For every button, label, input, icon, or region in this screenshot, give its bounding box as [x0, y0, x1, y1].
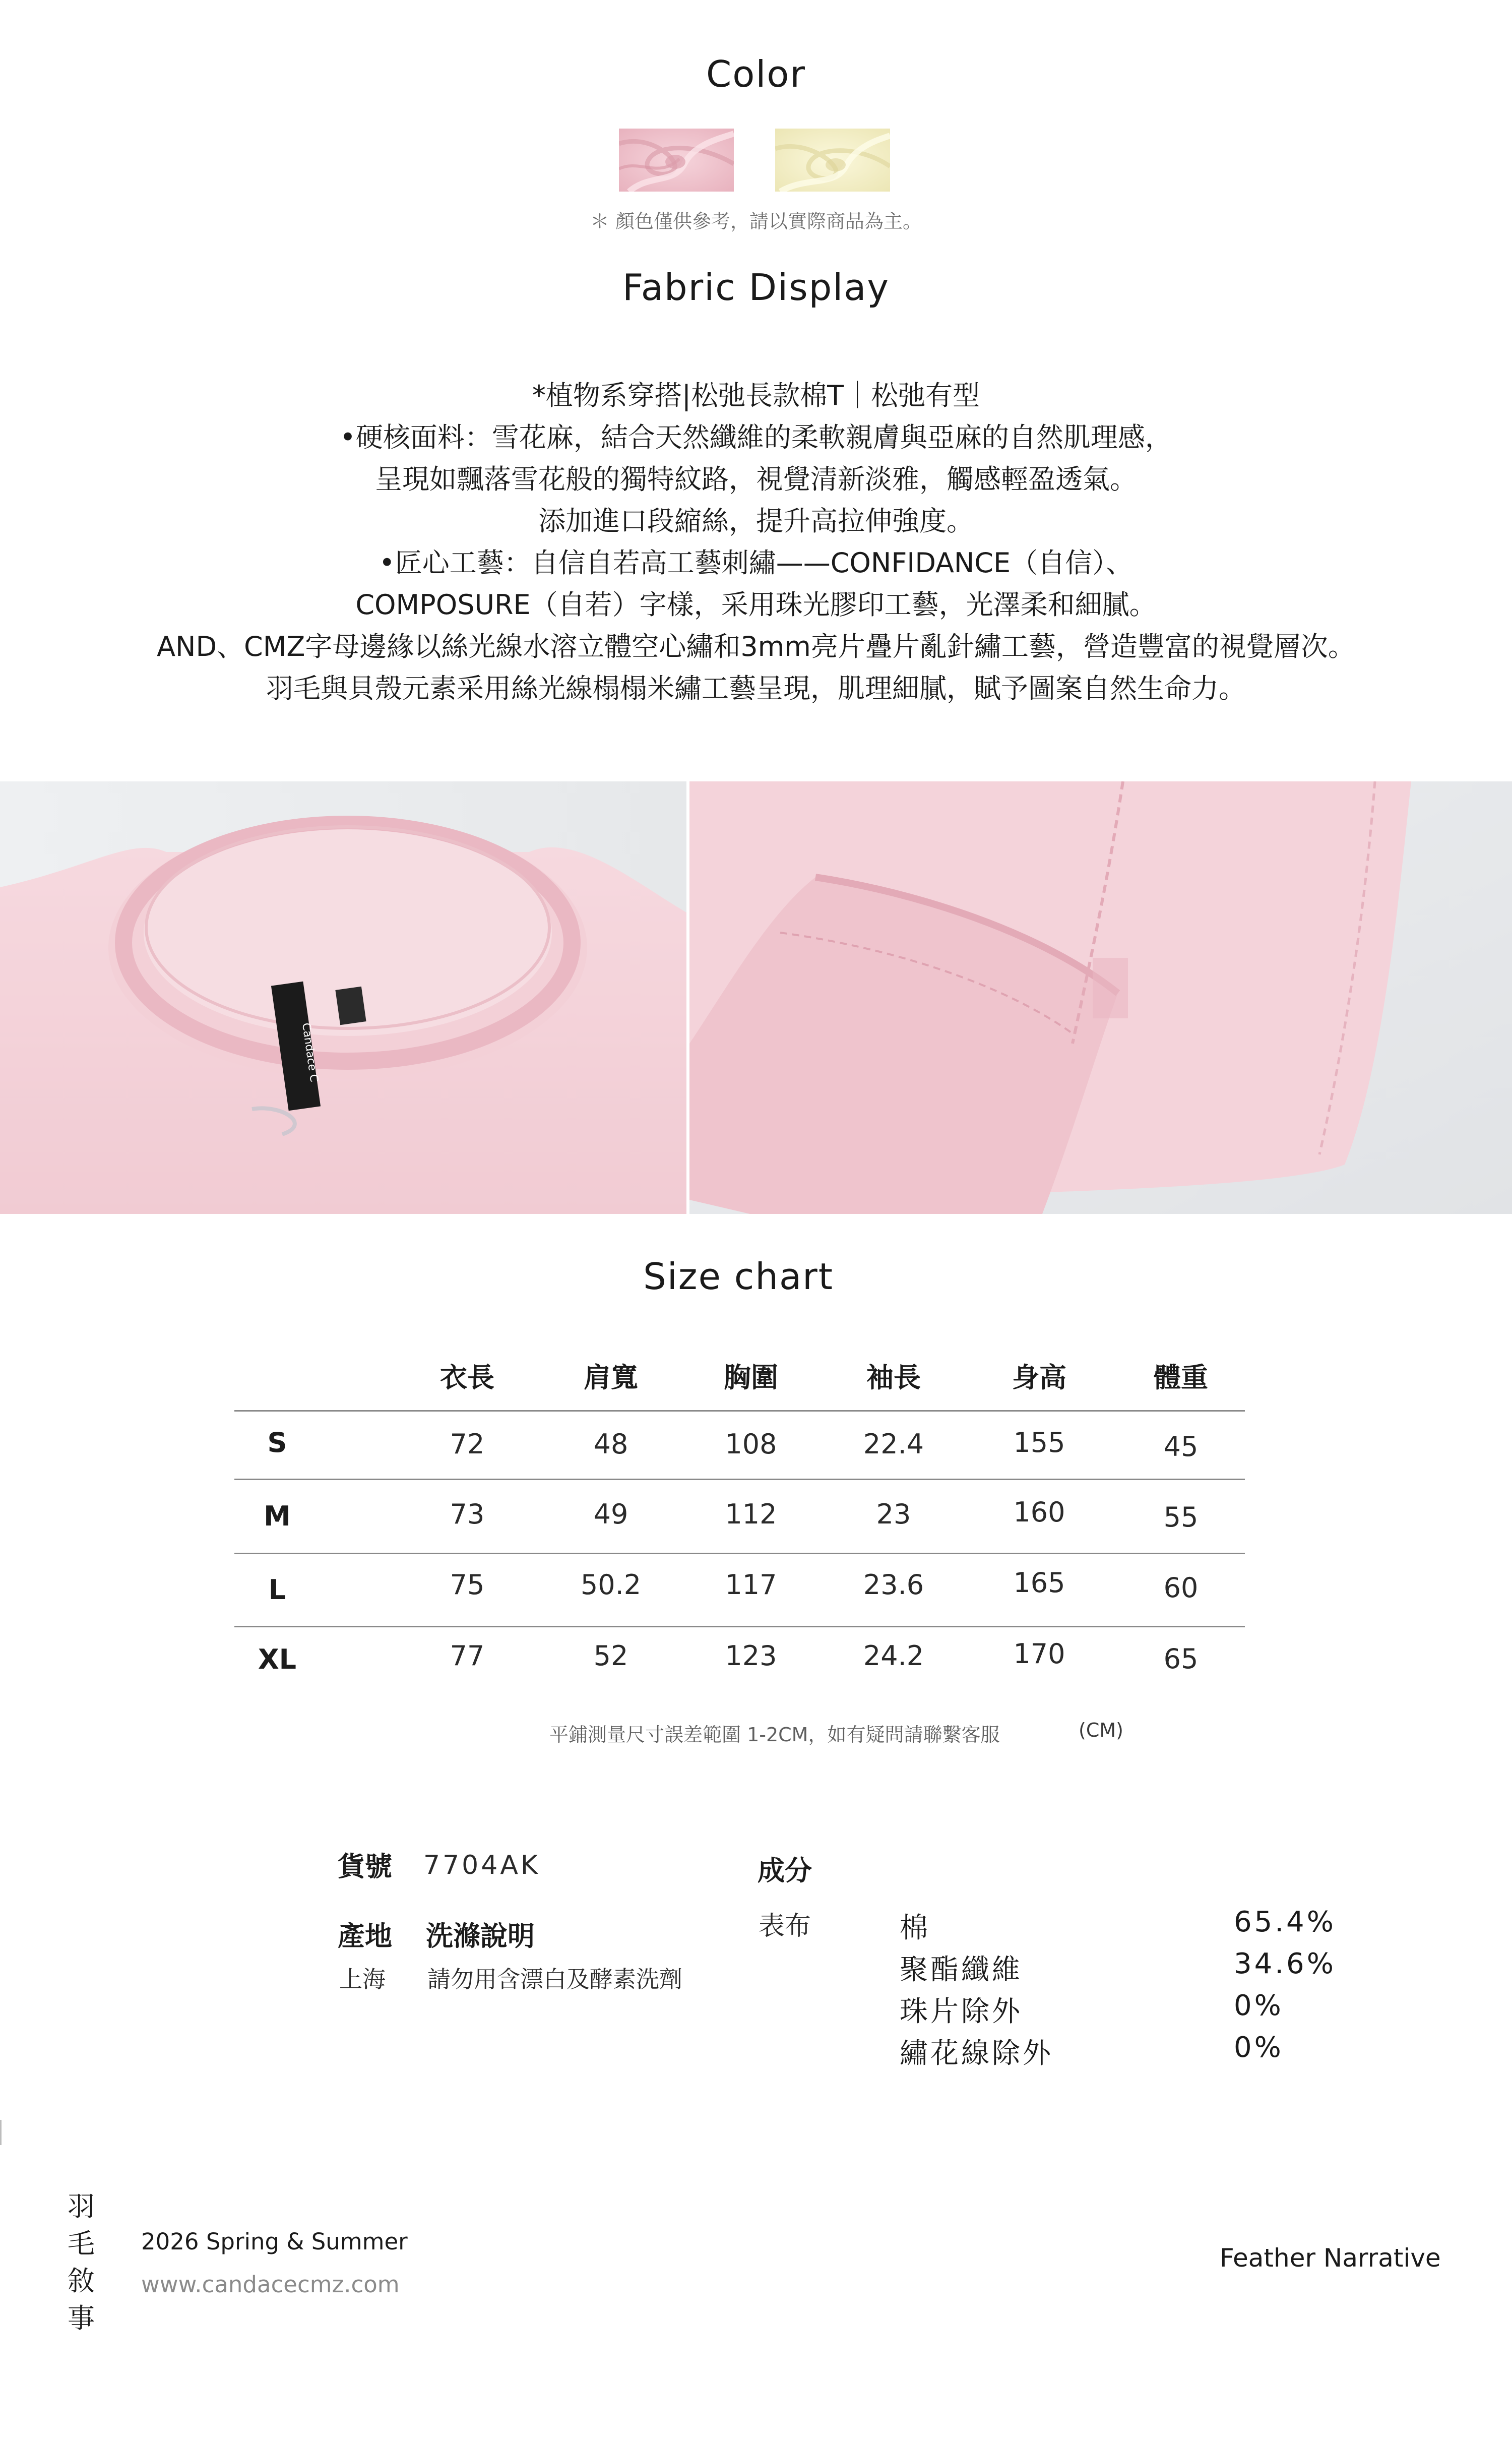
table-cell: 45: [1163, 1431, 1199, 1462]
table-cell: 23: [876, 1498, 911, 1530]
table-cell: 108: [725, 1428, 777, 1460]
fabric-line: AND、CMZ字母邊緣以絲光線水溶立體空心繡和3mm亮片疊片亂針繡工藝，營造豐富的視覺層次。: [157, 631, 1355, 662]
composition-material: 珠片除外: [900, 1995, 1023, 2028]
table-cell: 73: [450, 1498, 485, 1530]
table-cell: 60: [1163, 1572, 1199, 1604]
fabric-line: 呈現如飄落雪花般的獨特紋路，視覺清新淡雅，觸感輕盈透氣。: [375, 463, 1137, 495]
size-label: XL: [258, 1643, 297, 1675]
composition-percent: 34.6%: [1234, 1947, 1336, 1980]
table-cell: 112: [725, 1498, 777, 1530]
fabric-label: 表布: [759, 1911, 811, 1941]
size-label: M: [264, 1500, 291, 1532]
table-cell: 72: [450, 1428, 485, 1460]
table-cell: 165: [1013, 1567, 1065, 1599]
composition-percent: 0%: [1234, 1989, 1284, 2022]
column-header-length: 衣長: [440, 1362, 494, 1393]
column-header-sleeve: 袖長: [866, 1362, 921, 1393]
sku-label: 貨號: [338, 1851, 392, 1882]
origin-value: 上海: [339, 1966, 386, 1993]
table-cell: 170: [1013, 1638, 1065, 1670]
table-cell: 48: [593, 1428, 628, 1460]
fabric-line: COMPOSURE（自若）字樣，采用珠光膠印工藝，光澤柔和細膩。: [355, 589, 1157, 621]
fabric-description: [0, 375, 1512, 709]
composition-material: 聚酯纖維: [900, 1954, 1023, 1986]
fabric-line: *植物系穿搭|松弛長款棉T｜松弛有型: [532, 380, 980, 411]
page-edge-mark: [0, 2120, 2, 2145]
table-cell: 117: [725, 1569, 777, 1601]
website-link[interactable]: www.candacecmz.com: [141, 2271, 400, 2298]
composition-material: 棉: [900, 1912, 930, 1944]
table-cell: 23.6: [863, 1569, 924, 1601]
cream-fabric-swirl-image: [775, 129, 890, 192]
composition-label: 成分: [758, 1855, 812, 1886]
column-header-height: 身高: [1012, 1362, 1066, 1393]
table-cell: 155: [1013, 1427, 1065, 1458]
table-cell: 65: [1163, 1643, 1199, 1675]
origin-label: 產地: [338, 1920, 392, 1952]
collection-name: Feather Narrative: [1220, 2243, 1441, 2273]
neck-label-text: Candace C: [299, 1022, 321, 1083]
size-chart-title: Size chart: [643, 1255, 834, 1298]
fabric-line: •匠心工藝：自信自若高工藝刺繡——CONFIDANCE（自信）、: [379, 547, 1133, 579]
collar-closeup-photo: [0, 781, 686, 1214]
fabric-section-title: Fabric Display: [622, 266, 890, 309]
pink-fabric-swirl-image: [619, 129, 734, 192]
column-header-weight: 體重: [1154, 1362, 1208, 1393]
table-cell: 75: [450, 1569, 485, 1601]
table-cell: 50.2: [580, 1569, 642, 1601]
vertical-char: 事: [68, 2302, 95, 2334]
measurement-note: 平鋪測量尺寸誤差範圍 1-2CM，如有疑問請聯繫客服: [549, 1724, 1000, 1746]
size-label: L: [268, 1574, 286, 1606]
fabric-line: •硬核面料：雪花麻，結合天然纖維的柔軟親膚與亞麻的自然肌理感，: [340, 421, 1172, 453]
column-header-shoulder: 肩寬: [584, 1362, 638, 1393]
column-header-chest: 胸圍: [724, 1362, 778, 1393]
table-cell: 22.4: [863, 1428, 924, 1460]
table-rule: [234, 1410, 1245, 1412]
table-rule: [234, 1479, 1245, 1480]
vertical-char: 毛: [68, 2228, 95, 2260]
table-cell: 52: [593, 1640, 628, 1672]
size-label: S: [267, 1427, 287, 1458]
cream-color-swatch[interactable]: [775, 129, 890, 192]
fabric-line: 羽毛與貝殼元素采用絲光線榻榻米繡工藝呈現，肌理細膩，賦予圖案自然生命力。: [266, 673, 1246, 704]
table-cell: 49: [593, 1498, 628, 1530]
table-cell: 24.2: [863, 1640, 924, 1672]
wash-label: 洗滌說明: [426, 1920, 535, 1952]
table-cell: 160: [1013, 1496, 1065, 1528]
unit-label: (CM): [1079, 1719, 1123, 1741]
color-section-title: Color: [706, 53, 806, 95]
composition-percent: 0%: [1234, 2031, 1284, 2064]
table-cell: 55: [1163, 1501, 1199, 1533]
vertical-char: 羽: [68, 2190, 95, 2222]
fabric-line: 添加進口段縮絲，提升高拉伸強度。: [538, 505, 974, 537]
table-rule: [234, 1553, 1245, 1554]
season-label: 2026 Spring & Summer: [141, 2228, 408, 2255]
table-rule: [234, 1626, 1245, 1627]
table-cell: 123: [725, 1640, 777, 1672]
hem-closeup-photo: [689, 781, 1512, 1214]
sku-value: 7704AK: [423, 1850, 541, 1880]
composition-material: 繡花線除外: [900, 2037, 1053, 2070]
wash-value: 請勿用含漂白及酵素洗劑: [427, 1966, 682, 1993]
pink-color-swatch[interactable]: [619, 129, 734, 192]
color-disclaimer: ＊ 顏色僅供參考，請以實際商品為主。: [590, 210, 922, 232]
vertical-collection-title: [64, 2188, 99, 2337]
vertical-char: 敘: [68, 2265, 95, 2297]
table-cell: 77: [450, 1640, 485, 1672]
composition-percent: 65.4%: [1234, 1906, 1336, 1938]
